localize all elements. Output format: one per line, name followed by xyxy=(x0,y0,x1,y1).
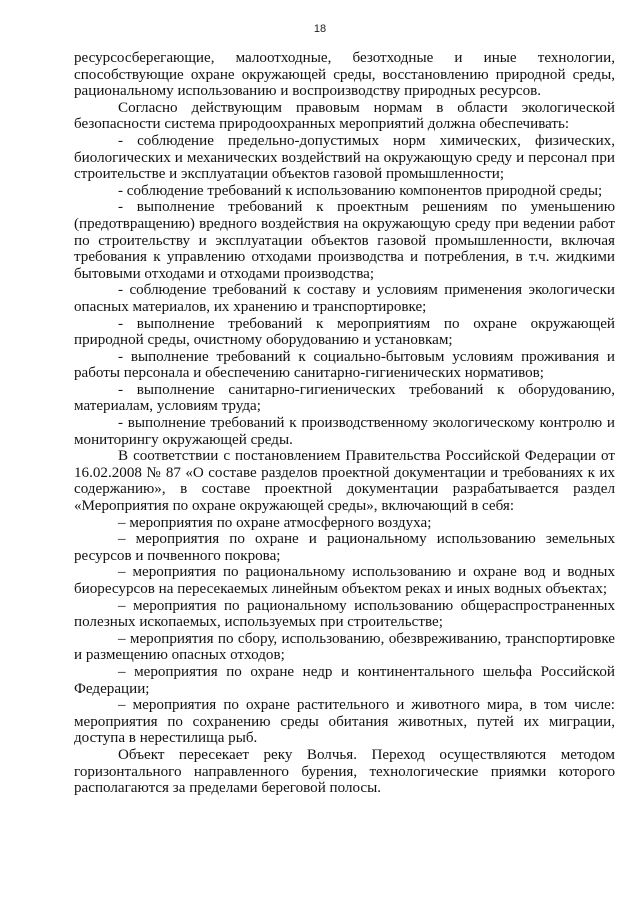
list-item: - выполнение санитарно-гигиенических требований к оборудованию, материалам, условиям труда; xyxy=(74,381,615,415)
list-item: – мероприятия по рациональному использованию и охране вод и водных биоресурсов на пересекаемых линейным объектом реках и иных водных объектах; xyxy=(74,564,615,597)
list-item: - соблюдение требований к использованию компонентов природной среды; xyxy=(118,182,603,199)
paragraph: В соответствии с постановлением Правительства Российской Федерации от 16.02.2008 № 87 «О составе разделов проектной документации и требованиях к их содержанию», в составе проектной документации разрабатывается раздел «Мероприятия по охране окружающей среды», включающий в себя: xyxy=(74,448,615,515)
body-text xyxy=(74,50,615,797)
list-item: - соблюдение требований к составу и условиям применения экологически опасных материалов, их хранению и транспортировке; xyxy=(74,282,615,315)
list-item: – мероприятия по сбору, использованию, обезвреживанию, транспортировке и размещению опасных отходов; xyxy=(74,630,615,664)
list-item: - выполнение требований к проектным решениям по уменьшению (предотвращению) вредного воздействия на окружающую среду при ведении работ по строительству и эксплуатации объектов газовой промышленности, включая требования к управлению отходами производства и потребления, в т.ч. жидкими бытовыми отходами и отходами производства; xyxy=(74,199,615,282)
list-item: - соблюдение предельно-допустимых норм химических, физических, биологических и механических воздействий на окружающую среду и персонал при строительстве и эксплуатации объектов газовой промышленности; xyxy=(74,132,615,183)
paragraph: ресурсосберегающие, малоотходные, безотходные и иные технологии, способствующие охране окружающей среды, восстановлению природной среды, рациональному использованию и воспроизводству природных ресурсов. xyxy=(74,50,615,100)
list-item: - выполнение требований к производственному экологическому контролю и мониторингу окружающей среды. xyxy=(74,415,615,448)
page-number: 18 xyxy=(313,23,327,35)
list-item: – мероприятия по охране растительного и животного мира, в том числе: мероприятия по сохранению среды обитания животных, путей их миграции, доступа в нерестилища рыб. xyxy=(74,697,615,747)
paragraph: Объект пересекает реку Волчья. Переход осуществляются методом горизонтального направленного бурения, технологические приямки которого располагаются за пределами береговой полосы. xyxy=(74,746,615,797)
list-item: – мероприятия по охране и рациональному использованию земельных ресурсов и почвенного покрова; xyxy=(74,531,615,564)
list-item: – мероприятия по охране атмосферного воздуха; xyxy=(118,514,432,531)
list-item: – мероприятия по охране недр и континентального шельфа Российской Федерации; xyxy=(74,663,615,697)
list-item: - выполнение требований к мероприятиям по охране окружающей природной среды, очистному оборудованию и установкам; xyxy=(74,315,615,349)
list-item: - выполнение требований к социально-бытовым условиям проживания и работы персонала и обеспечению санитарно-гигиенических нормативов; xyxy=(74,348,615,382)
list-item: – мероприятия по рациональному использованию общераспространенных полезных ископаемых, используемых при строительстве; xyxy=(74,597,615,631)
paragraph: Согласно действующим правовым нормам в области экологической безопасности система природоохранных мероприятий должна обеспечивать: xyxy=(74,99,615,133)
